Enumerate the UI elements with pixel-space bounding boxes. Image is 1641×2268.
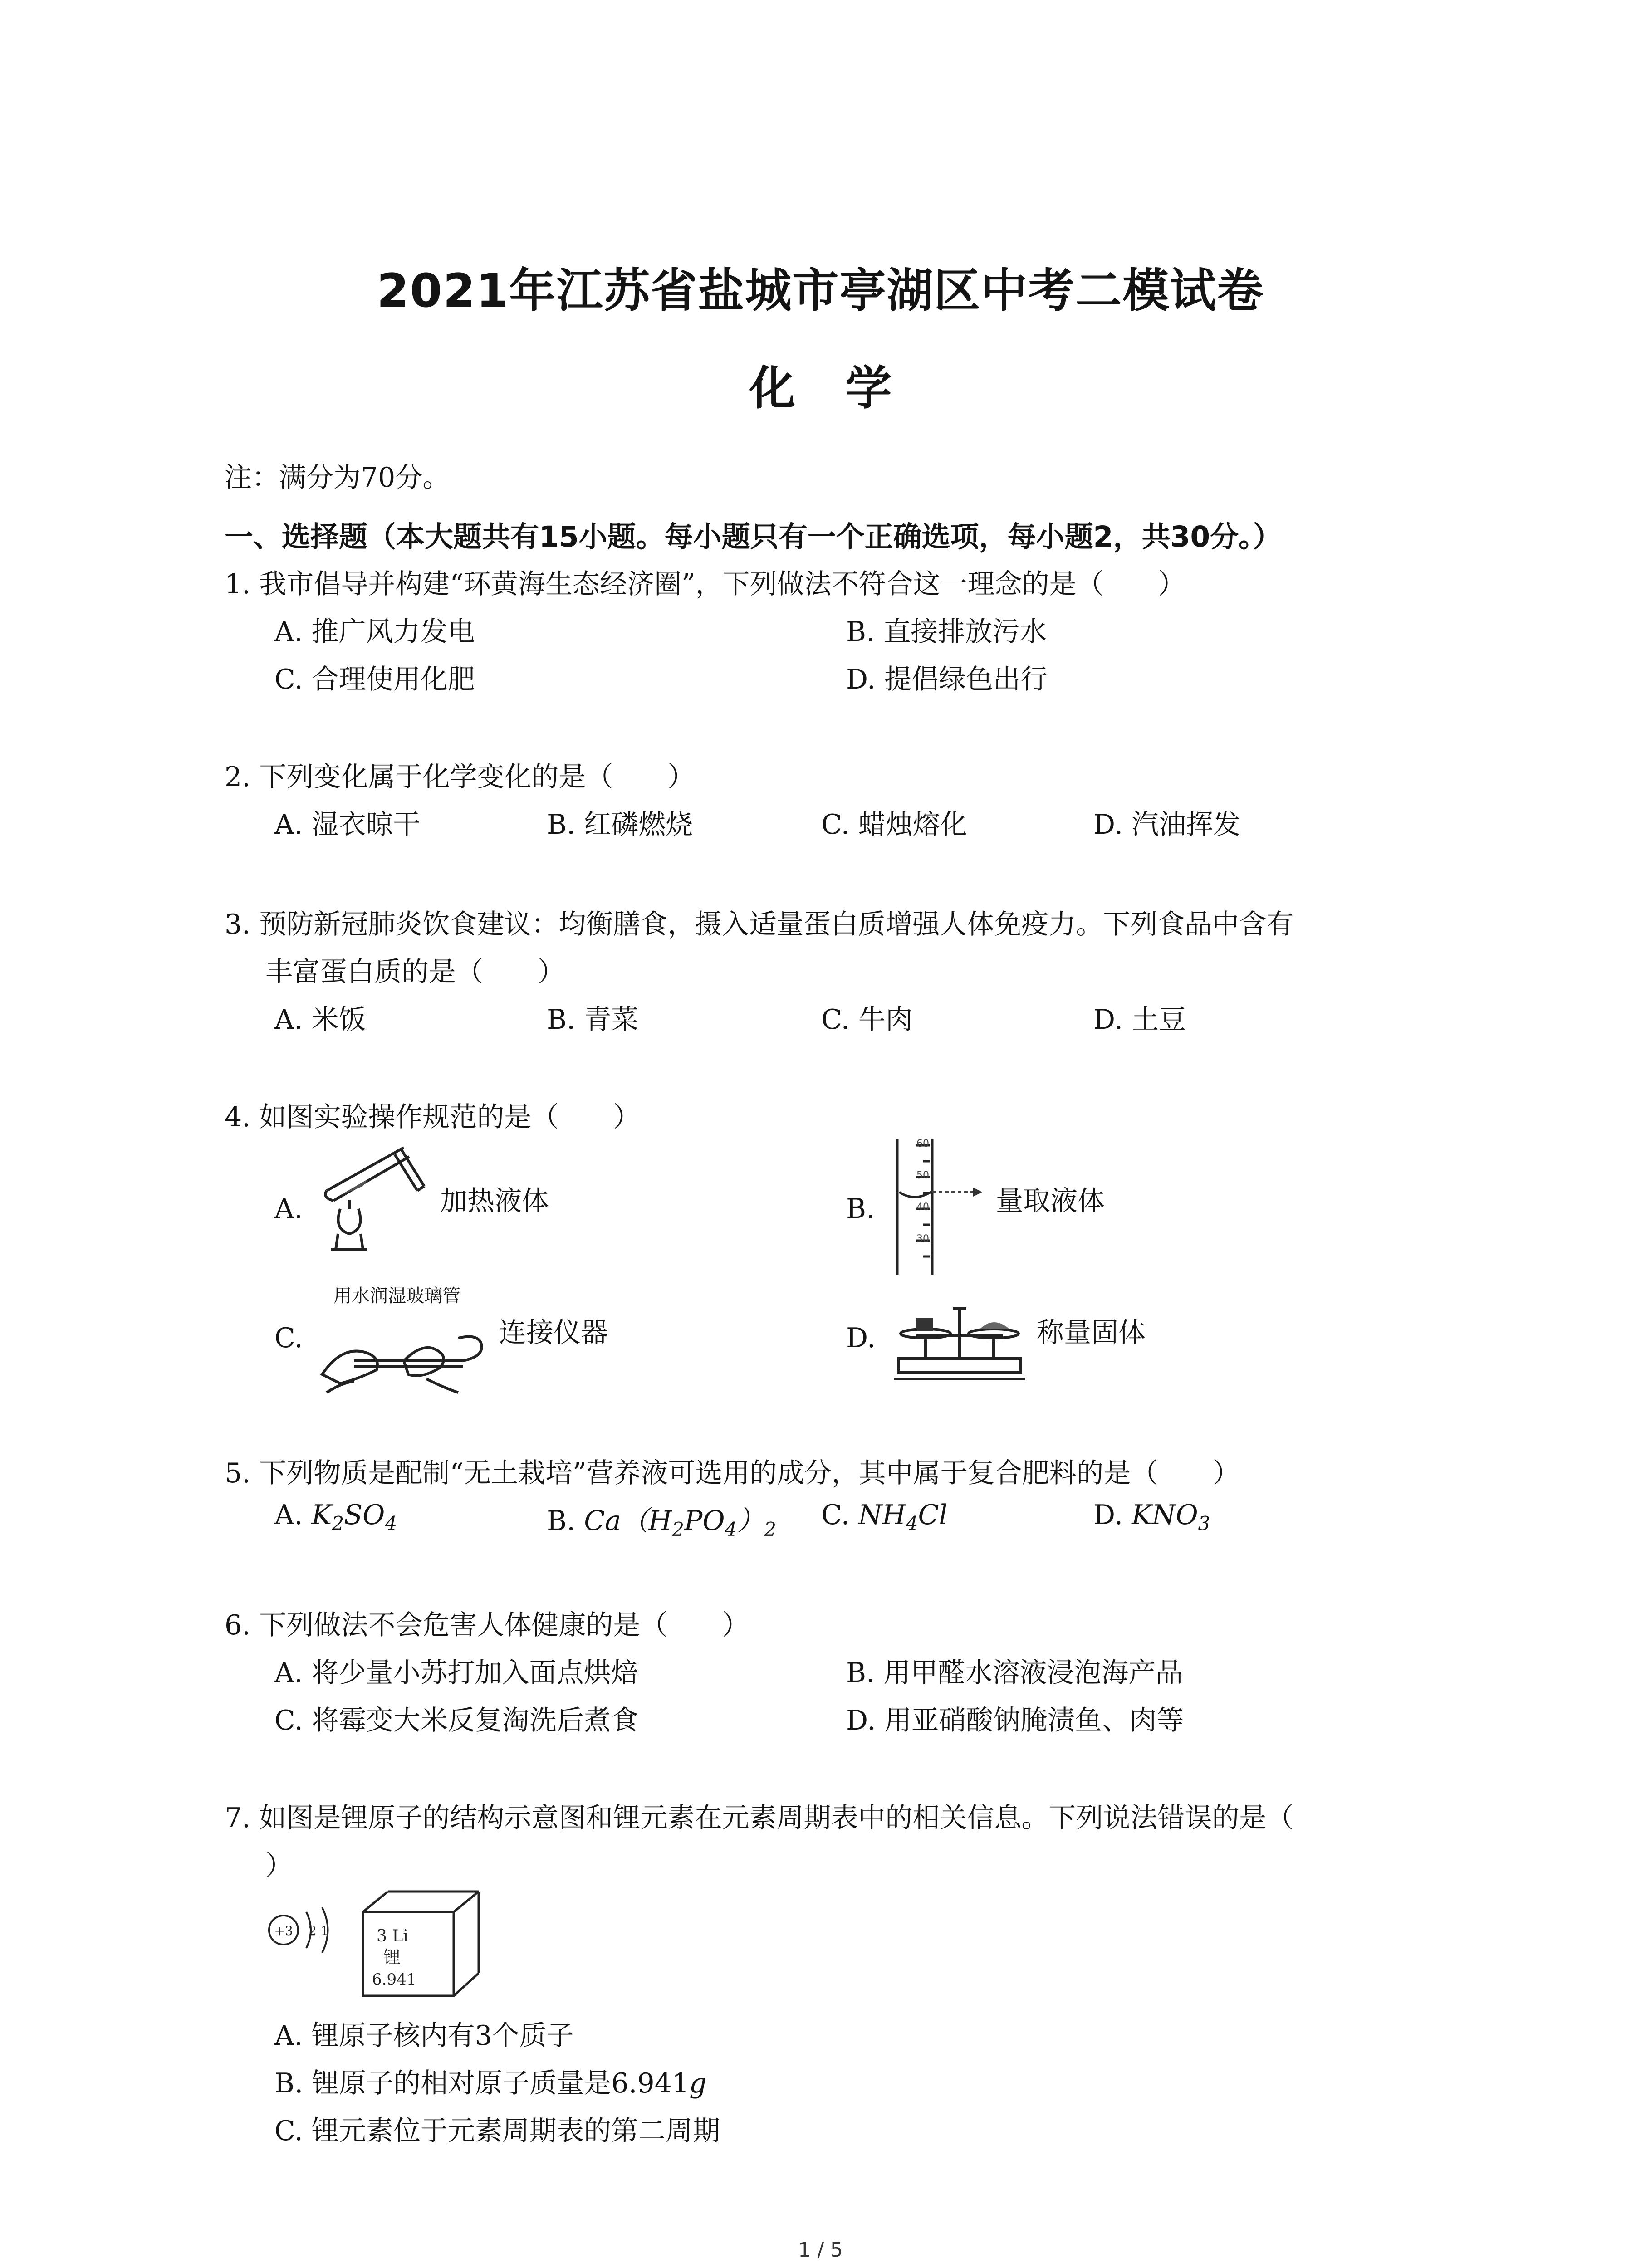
formula-nh4cl: $NH_4Cl$ — [858, 1499, 948, 1535]
connecting-apparatus-figure — [313, 1306, 495, 1397]
question-4-stem: 4. 如图实验操作规范的是（ ） — [225, 1101, 641, 1133]
subject-title: 化学 — [749, 362, 942, 415]
nucleus-charge: +3 — [274, 1923, 293, 1938]
question-7-option-a: A. 锂原子核内有3个质子 — [274, 2020, 574, 2052]
cylinder-tick-40: 40 — [916, 1202, 929, 1213]
question-6-option-d: D. 用亚硝酸钠腌渍鱼、肉等 — [846, 1705, 1184, 1736]
element-name: 锂 — [383, 1947, 401, 1967]
shell-electrons: 2 1 — [309, 1923, 329, 1938]
option-d-letter: D. — [1093, 1499, 1123, 1531]
formula-k2so4: $K_2SO_4$ — [311, 1499, 397, 1535]
formula-ca-h2po4-2: $Ca(H_2PO_4)_2$ — [584, 1505, 777, 1540]
question-4-option-c: C. — [274, 1322, 303, 1354]
question-7-option-c: C. 锂元素位于元素周期表的第二周期 — [274, 2115, 720, 2147]
graduated-cylinder-figure — [889, 1134, 994, 1279]
figure-b-label: 量取液体 — [996, 1185, 1105, 1217]
question-5-option-b — [547, 1499, 776, 1540]
question-3-stem-line2: 丰富蛋白质的是（ ） — [265, 956, 565, 988]
figure-a-label: 加热液体 — [440, 1185, 549, 1217]
question-7-option-b — [274, 2062, 706, 2101]
question-7-stem-line2: ） — [265, 1850, 293, 1882]
question-4-option-b: B. — [846, 1193, 875, 1225]
formula-kno3: $KNO_3$ — [1132, 1499, 1210, 1535]
question-5-option-d — [1093, 1499, 1210, 1535]
question-1-stem: 1. 我市倡导并构建“环黄海生态经济圈”，下列做法不符合这一理念的是（ ） — [225, 568, 1185, 600]
question-3-option-a: A. 米饭 — [274, 1004, 366, 1036]
heating-liquid-figure — [313, 1136, 449, 1259]
question-2-option-b: B. 红磷燃烧 — [547, 809, 693, 841]
question-6-option-c: C. 将霉变大米反复淘洗后煮食 — [274, 1705, 638, 1736]
exam-title: 2021年江苏省盐城市亭湖区中考二模试卷 — [377, 264, 1264, 318]
question-3-stem-line1: 3. 预防新冠肺炎饮食建议：均衡膳食，摄入适量蛋白质增强人体免疫力。下列食品中含有 — [225, 909, 1294, 940]
question-2-option-c: C. 蜡烛熔化 — [821, 809, 967, 841]
option-b-letter: B. — [547, 1505, 576, 1537]
question-1-option-b: B. 直接排放污水 — [846, 616, 1047, 648]
element-number-symbol: 3 Li — [377, 1927, 408, 1945]
question-1-option-a: A. 推广风力发电 — [274, 616, 475, 648]
question-1-option-d: D. 提倡绿色出行 — [846, 664, 1048, 695]
question-6-option-b: B. 用甲醛水溶液浸泡海产品 — [846, 1657, 1183, 1689]
question-6-option-a: A. 将少量小苏打加入面点烘焙 — [274, 1657, 638, 1689]
option-a-letter: A. — [274, 1499, 303, 1531]
lithium-atom-diagram — [263, 1892, 354, 1964]
cylinder-tick-30: 30 — [916, 1233, 929, 1245]
section-heading: 一、选择题（本大题共有15小题。每小题只有一个正确选项，每小题2，共30分。） — [225, 520, 1282, 553]
question-2-option-d: D. 汽油挥发 — [1093, 809, 1241, 841]
figure-d-label: 称量固体 — [1037, 1317, 1146, 1349]
page-number: 1 / 5 — [798, 2239, 843, 2262]
figure-c-caption: 用水润湿玻璃管 — [333, 1286, 460, 1306]
question-5-stem: 5. 下列物质是配制“无土栽培”营养液可选用的成分，其中属于复合肥料的是（ ） — [225, 1457, 1240, 1489]
question-3-option-b: B. 青菜 — [547, 1004, 639, 1036]
question-2-option-a: A. 湿衣晾干 — [274, 809, 421, 841]
lithium-element-card — [358, 1887, 485, 2000]
question-3-option-c: C. 牛肉 — [821, 1004, 913, 1036]
balance-figure — [889, 1290, 1030, 1386]
figure-c-label: 连接仪器 — [499, 1317, 608, 1349]
score-note: 注：满分为70分。 — [225, 462, 450, 494]
cylinder-tick-60: 60 — [916, 1138, 929, 1149]
question-7-option-b-text: B. 锂原子的相对原子质量是6.941 — [274, 2068, 690, 2099]
option-c-letter: C. — [821, 1499, 850, 1531]
question-5-option-a — [274, 1499, 397, 1535]
question-4-option-a: A. — [274, 1193, 303, 1225]
question-2-stem: 2. 下列变化属于化学变化的是（ ） — [225, 761, 695, 793]
question-5-option-c — [821, 1499, 948, 1535]
question-4-option-d: D. — [846, 1322, 876, 1354]
question-7-stem-line1: 7. 如图是锂原子的结构示意图和锂元素在元素周期表中的相关信息。下列说法错误的是（ — [225, 1802, 1294, 1834]
element-mass: 6.941 — [372, 1970, 416, 1989]
question-1-option-c: C. 合理使用化肥 — [274, 664, 475, 695]
unit-gram: g — [689, 2068, 707, 2099]
question-6-stem: 6. 下列做法不会危害人体健康的是（ ） — [225, 1609, 749, 1641]
question-3-option-d: D. 土豆 — [1093, 1004, 1186, 1036]
cylinder-tick-50: 50 — [916, 1170, 929, 1181]
